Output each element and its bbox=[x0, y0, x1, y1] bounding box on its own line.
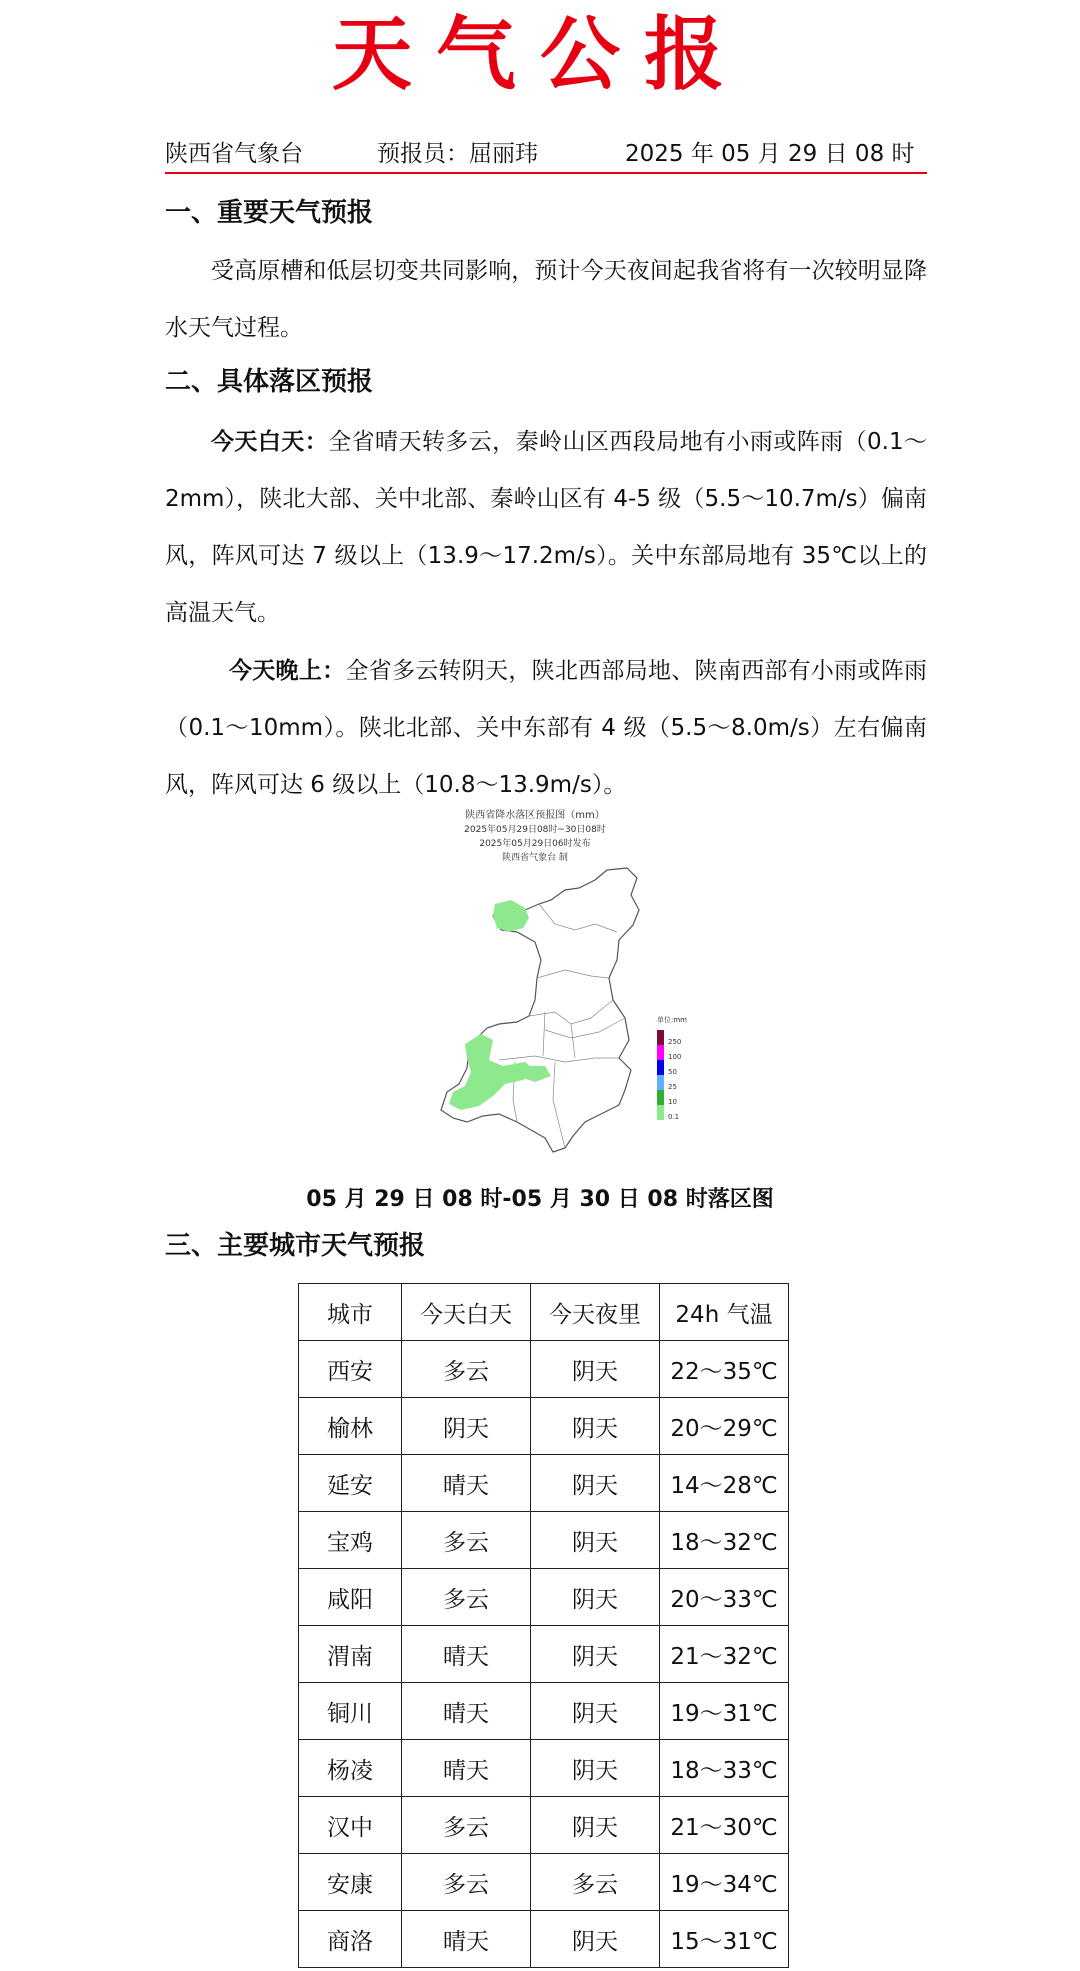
city-cell: 杨凌 bbox=[299, 1740, 402, 1797]
night-label: 今天晚上： bbox=[229, 658, 346, 684]
city-cell: 延安 bbox=[299, 1455, 402, 1512]
legend-swatch bbox=[657, 1090, 664, 1105]
bulletin-title: 天气公报 bbox=[332, 7, 748, 101]
night-weather-cell: 阴天 bbox=[531, 1911, 660, 1968]
section-1-text: 受高原槽和低层切变共同影响，预计今天夜间起我省将有一次较明显降水天气过程。 bbox=[165, 258, 927, 341]
night-text: 全省多云转阴天，陕北西部局地、陕南西部有小雨或阵雨（0.1～10mm）。陕北北部、关中东部有 4 级（5.5～8.0m/s）左右偏南风，阵风可达 6 级以上（10.8～13.9m/s）。 bbox=[165, 658, 928, 798]
legend-label: 0.1 bbox=[668, 1113, 680, 1121]
legend-label: 10 bbox=[668, 1098, 677, 1106]
city-cell: 榆林 bbox=[299, 1398, 402, 1455]
legend-swatch bbox=[657, 1105, 664, 1120]
section-1-title: 一、重要天气预报 bbox=[165, 198, 374, 228]
temperature-cell: 15～31℃ bbox=[660, 1911, 789, 1968]
map-legend bbox=[657, 1030, 681, 1121]
temperature-cell: 18～32℃ bbox=[660, 1512, 789, 1569]
day-weather-cell: 多云 bbox=[402, 1512, 531, 1569]
legend-swatch bbox=[657, 1045, 664, 1060]
legend-swatch bbox=[657, 1075, 664, 1090]
temperature-cell: 18～33℃ bbox=[660, 1740, 789, 1797]
col-day: 今天白天 bbox=[402, 1284, 531, 1341]
table-row bbox=[299, 1797, 789, 1854]
city-cell: 安康 bbox=[299, 1854, 402, 1911]
table-row bbox=[299, 1512, 789, 1569]
table-row bbox=[299, 1683, 789, 1740]
day-weather-cell: 晴天 bbox=[402, 1683, 531, 1740]
agency-name: 陕西省气象台 bbox=[165, 141, 303, 167]
precipitation-map bbox=[395, 800, 735, 1170]
col-city: 城市 bbox=[299, 1284, 402, 1341]
temperature-cell: 22～35℃ bbox=[660, 1341, 789, 1398]
day-weather-cell: 多云 bbox=[402, 1854, 531, 1911]
day-weather-cell: 晴天 bbox=[402, 1740, 531, 1797]
col-temp: 24h 气温 bbox=[660, 1284, 789, 1341]
day-weather-cell: 晴天 bbox=[402, 1626, 531, 1683]
city-cell: 汉中 bbox=[299, 1797, 402, 1854]
night-weather-cell: 阴天 bbox=[531, 1455, 660, 1512]
temperature-cell: 19～31℃ bbox=[660, 1683, 789, 1740]
temperature-cell: 21～30℃ bbox=[660, 1797, 789, 1854]
day-weather-cell: 多云 bbox=[402, 1341, 531, 1398]
issue-time: 2025 年 05 月 29 日 08 时 bbox=[625, 141, 915, 167]
temperature-cell: 20～29℃ bbox=[660, 1398, 789, 1455]
forecaster-name: 预报员：屈丽玮 bbox=[377, 141, 538, 167]
temperature-cell: 19～34℃ bbox=[660, 1854, 789, 1911]
table-row bbox=[299, 1911, 789, 1968]
table-row bbox=[299, 1569, 789, 1626]
night-weather-cell: 阴天 bbox=[531, 1569, 660, 1626]
night-weather-cell: 阴天 bbox=[531, 1740, 660, 1797]
night-weather-cell: 阴天 bbox=[531, 1797, 660, 1854]
day-weather-cell: 多云 bbox=[402, 1569, 531, 1626]
city-cell: 西安 bbox=[299, 1341, 402, 1398]
map-title-3: 2025年05月29日06时发布 bbox=[479, 839, 591, 849]
section-3-title: 三、主要城市天气预报 bbox=[165, 1231, 426, 1261]
map-caption: 05 月 29 日 08 时-05 月 30 日 08 时落区图 bbox=[306, 1187, 774, 1212]
night-weather-cell: 阴天 bbox=[531, 1626, 660, 1683]
legend-swatch bbox=[657, 1030, 664, 1045]
day-weather-cell: 多云 bbox=[402, 1797, 531, 1854]
daytime-label: 今天白天： bbox=[211, 429, 329, 455]
night-weather-cell: 阴天 bbox=[531, 1512, 660, 1569]
city-cell: 商洛 bbox=[299, 1911, 402, 1968]
day-weather-cell: 晴天 bbox=[402, 1911, 531, 1968]
temperature-cell: 20～33℃ bbox=[660, 1569, 789, 1626]
city-cell: 咸阳 bbox=[299, 1569, 402, 1626]
table-header-row bbox=[299, 1284, 789, 1341]
city-forecast-table bbox=[298, 1283, 789, 1968]
map-title-2: 2025年05月29日08时~30日08时 bbox=[464, 825, 606, 835]
night-weather-cell: 阴天 bbox=[531, 1398, 660, 1455]
day-weather-cell: 晴天 bbox=[402, 1455, 531, 1512]
night-weather-cell: 阴天 bbox=[531, 1683, 660, 1740]
day-weather-cell: 阴天 bbox=[402, 1398, 531, 1455]
col-night: 今天夜里 bbox=[531, 1284, 660, 1341]
night-forecast bbox=[165, 643, 927, 814]
table-row bbox=[299, 1398, 789, 1455]
legend-swatch bbox=[657, 1060, 664, 1075]
legend-label: 250 bbox=[668, 1038, 682, 1046]
table-row bbox=[299, 1341, 789, 1398]
precipitation-map-svg bbox=[395, 800, 735, 1170]
table-row bbox=[299, 1455, 789, 1512]
night-weather-cell: 多云 bbox=[531, 1854, 660, 1911]
city-cell: 铜川 bbox=[299, 1683, 402, 1740]
map-legend-title: 单位:mm bbox=[657, 1016, 687, 1024]
map-title-1: 陕西省降水落区预报图（mm） bbox=[465, 810, 605, 821]
city-cell: 渭南 bbox=[299, 1626, 402, 1683]
section-2-title: 二、具体落区预报 bbox=[165, 367, 374, 397]
city-cell: 宝鸡 bbox=[299, 1512, 402, 1569]
night-weather-cell: 阴天 bbox=[531, 1341, 660, 1398]
daytime-forecast bbox=[165, 414, 927, 642]
legend-label: 25 bbox=[668, 1083, 677, 1091]
daytime-text: 全省晴天转多云，秦岭山区西段局地有小雨或阵雨（0.1～2mm），陕北大部、关中北部、秦岭山区有 4-5 级（5.5～10.7m/s）偏南风，阵风可达 7 级以上（13.9～17.2m/s）。关中东部局地有 35℃以上的高温天气。 bbox=[165, 429, 928, 626]
legend-label: 100 bbox=[668, 1053, 682, 1061]
temperature-cell: 14～28℃ bbox=[660, 1455, 789, 1512]
table-row bbox=[299, 1854, 789, 1911]
shaanxi-outline bbox=[441, 868, 639, 1152]
temperature-cell: 21～32℃ bbox=[660, 1626, 789, 1683]
table-row bbox=[299, 1740, 789, 1797]
map-title-4: 陕西省气象台 制 bbox=[502, 853, 568, 863]
table-row bbox=[299, 1626, 789, 1683]
legend-label: 50 bbox=[668, 1068, 677, 1076]
bulletin-header bbox=[165, 136, 927, 174]
